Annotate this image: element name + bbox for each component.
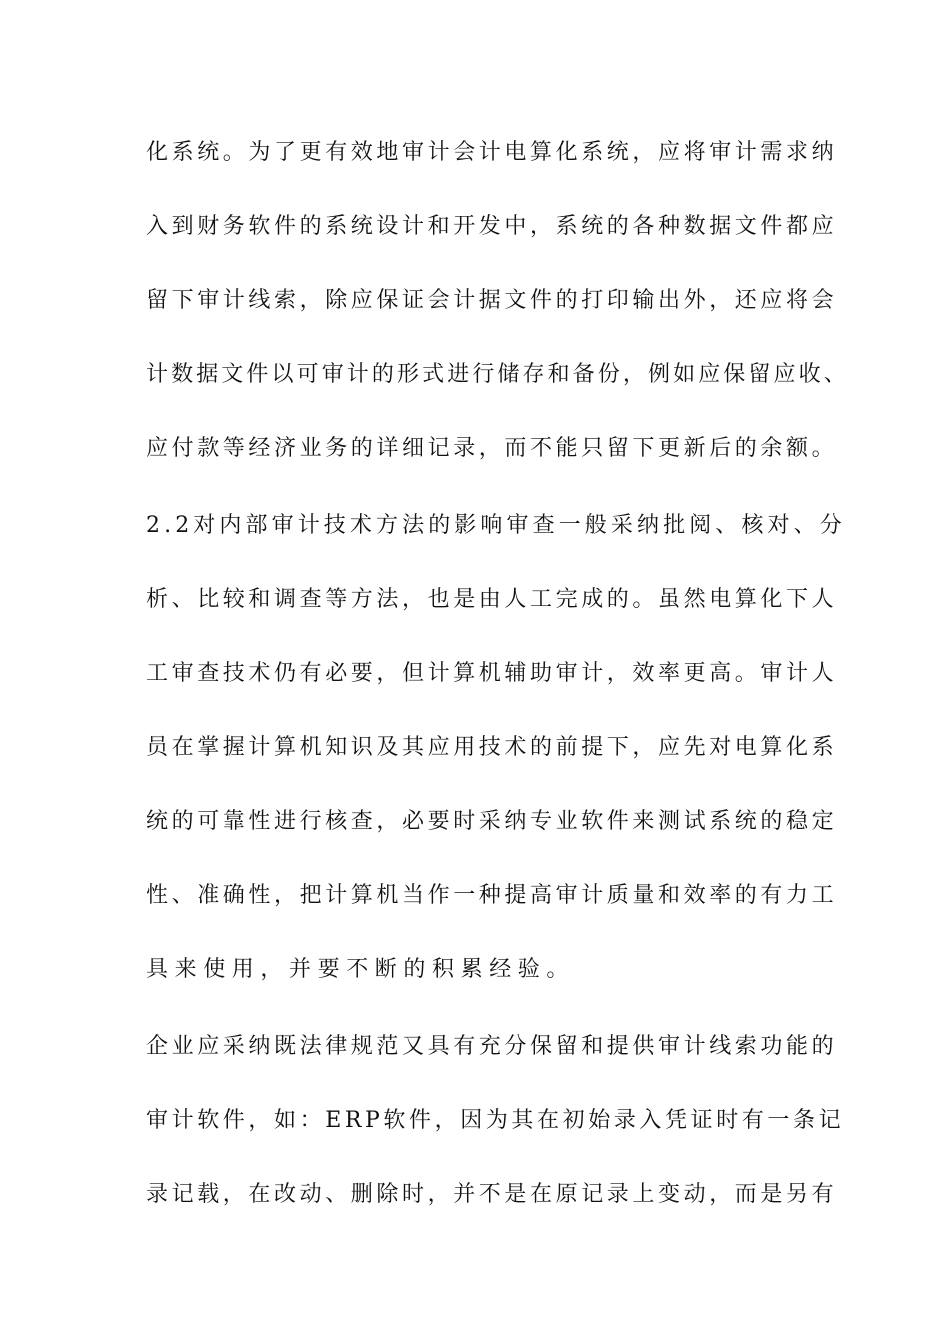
text-line: 析、比较和调查等方法，也是由人工完成的。虽然电算化下人 bbox=[146, 587, 838, 612]
text-line: 留下审计线索，除应保证会计据文件的打印输出外，还应将会 bbox=[146, 288, 838, 313]
text-line: 审计软件，如：ERP软件，因为其在初始录入凭证时有一条记 bbox=[146, 1108, 845, 1133]
text-line: 入到财务软件的系统设计和开发中，系统的各种数据文件都应 bbox=[146, 214, 838, 239]
text-line: 化系统。为了更有效地审计会计电算化系统，应将审计需求纳 bbox=[146, 140, 838, 165]
text-line: 录记载，在改动、删除时，并不是在原记录上变动，而是另有 bbox=[146, 1182, 838, 1207]
text-line: 计数据文件以可审计的形式进行储存和备份，例如应保留应收、 bbox=[146, 362, 849, 387]
text-line: 应付款等经济业务的详细记录，而不能只留下更新后的余额。 bbox=[146, 436, 838, 461]
text-line: 员在掌握计算机知识及其应用技术的前提下，应先对电算化系 bbox=[146, 735, 838, 760]
text-line: 性、准确性，把计算机当作一种提高审计质量和效率的有力工 bbox=[146, 883, 838, 908]
text-line: 统的可靠性进行核查，必要时采纳专业软件来测试系统的稳定 bbox=[146, 809, 838, 834]
text-line: 2.2对内部审计技术方法的影响审查一般采纳批阅、核对、分 bbox=[146, 513, 846, 538]
text-line: 工审查技术仍有必要，但计算机辅助审计，效率更高。审计人 bbox=[146, 661, 838, 686]
text-line: 具来使用，并要不断的积累经验。 bbox=[146, 957, 576, 982]
text-line: 企业应采纳既法律规范又具有充分保留和提供审计线索功能的 bbox=[146, 1034, 838, 1059]
